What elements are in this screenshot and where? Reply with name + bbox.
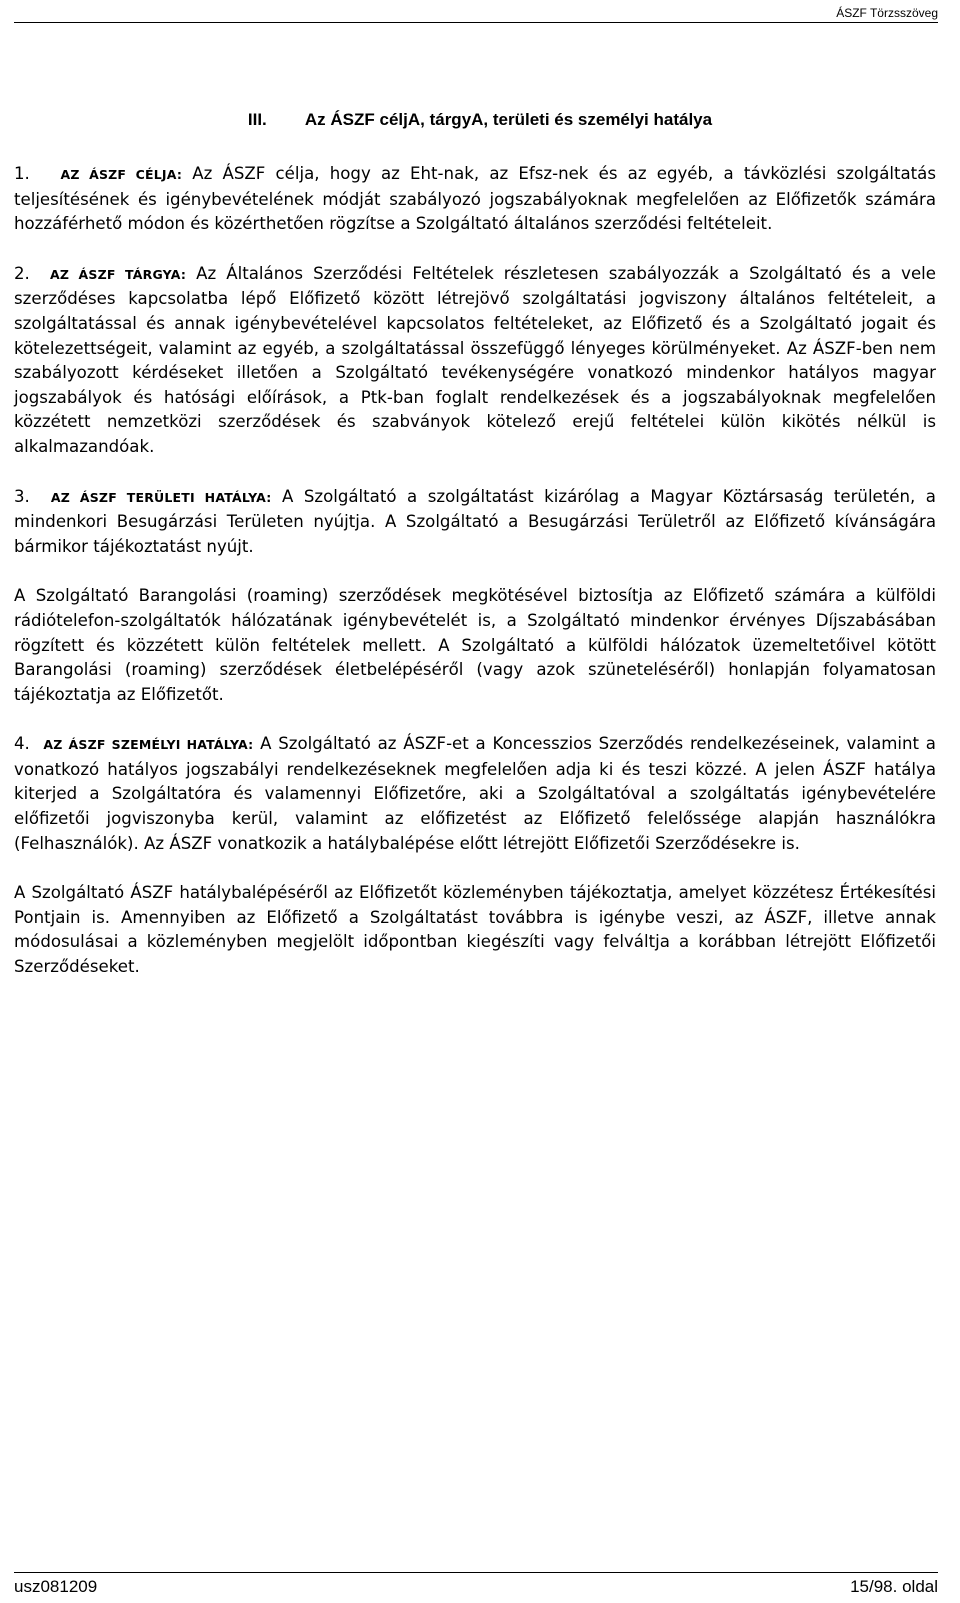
paragraph-1 xyxy=(14,162,936,237)
paragraph-4 xyxy=(14,732,936,856)
header-text: ÁSZF Törzsszöveg xyxy=(836,6,938,20)
paragraph-2 xyxy=(14,262,936,460)
paragraph-number: 3. xyxy=(14,486,30,506)
section-title-text: Az ÁSZF céljA, tárgyA, területi és személyi hatálya xyxy=(304,110,713,129)
paragraph-number: 4. xyxy=(14,734,30,754)
paragraph-3 xyxy=(14,485,936,560)
page-footer xyxy=(14,1572,938,1597)
paragraph-number: 2. xyxy=(14,263,30,283)
paragraph-text: A Szolgáltató ÁSZF hatálybalépéséről az Előfizetőt közleményben tájékoztatja, amelyet közzétesz Értékesítési Pontjain is. Amennyiben az Előfizető a Szolgáltatást továbbra is igénybe veszi, az ÁSZF, illetve annak módosulásai a közleményben megjelölt időpontban kiegészíti vagy felváltja a korábban létrejött Előfizetői Szerződéseket. xyxy=(14,883,936,977)
section-title-number: III. xyxy=(247,110,267,129)
paragraph-text: Az ÁSZF célja, hogy az Eht-nak, az Efsz-nek és az egyéb, a távközlési szolgáltatás teljesítésének és igénybevételének módját szabályozó jogszabályoknak megfelelően az Előfizetők számára hozzáférhető módon és közérthetően rögzítse a Szolgáltató általános szerződési feltételeit. xyxy=(14,164,936,234)
paragraph-label: AZ ÁSZF TERÜLETI HATÁLYA: xyxy=(50,489,272,505)
section-title xyxy=(0,110,960,130)
paragraph-label: AZ ÁSZF SZEMÉLYI HATÁLYA: xyxy=(43,737,254,753)
paragraph-text: A Szolgáltató Barangolási (roaming) szerződések megkötésével biztosítja az Előfizető számára a külföldi rádiótelefon-szolgáltatók hálózatának igénybevételét is, a Szolgáltató mindenkor érvényes Díjszabásában rögzített és közzétett külön feltételek mellett. A Szolgáltató a külföldi hálózatok üzemeltetőivel kötött Barangolási (roaming) szerződések életbelépéséről (vagy azok szüneteléséről) honlapján folyamatosan tájékoztatja az Előfizetőt. xyxy=(14,586,936,704)
paragraph-label: AZ ÁSZF CÉLJA: xyxy=(60,167,183,182)
page-number: 15/98. oldal xyxy=(850,1577,938,1596)
paragraph-roaming xyxy=(14,584,936,707)
paragraph-effective xyxy=(14,881,936,979)
document-body xyxy=(14,162,936,1005)
paragraph-text: A Szolgáltató a szolgáltatást kizárólag a Magyar Köztársaság területén, a mindenkori Besugárzási Területen nyújtja. A Szolgáltató a Besugárzási Területről az Előfizető kívánságára bármikor tájékoztatást nyújt. xyxy=(14,486,936,556)
paragraph-number: 1. xyxy=(14,164,30,183)
paragraph-text: Az Általános Szerződési Feltételek részletesen szabályozzák a Szolgáltató és a vele szerződéses kapcsolatba lépő Előfizető között létrejövő szolgáltatási jogviszony általános feltételeit, a szolgáltatással és annak igénybevételével kapcsolatos feltételeket, az Előfizető és a Szolgáltató jogait és kötelezettségeit, valamint az egyéb, a szolgáltatással összefüggő lényeges körülményeket. Az ÁSZF-ben nem szabályozott kérdéseket illetően a Szolgáltató tevékenységére vonatkozó mindenkor hatályos magyar jogszabályok és hatósági előírások, a Ptk-ban foglalt rendelkezések és a jogszabályoknak megfelelően közzétett nemzetközi szerződések és szabványok kötelező erejű feltételei külön kikötés nélkül is alkalmazandóak. xyxy=(14,263,936,456)
paragraph-text: A Szolgáltató az ÁSZF-et a Koncesszios Szerződés rendelkezéseinek, valamint a vonatkozó hatályos jogszabályi rendelkezéseknek megfelelően adja ki és teszi közzé. A jelen ÁSZF hatálya kiterjed a Szolgáltatóra és valamennyi Előfizetőre, aki a Szolgáltatóval a szolgáltatás igénybevételére előfizetői jogviszonyba kerül, valamint az előfizetést az Előfizető felelőssége alapján használókra (Felhasználók). Az ÁSZF vonatkozik a hatálybalépése előtt létrejött Előfizetői Szerződésekre is. xyxy=(14,734,936,853)
page-header xyxy=(14,6,938,23)
paragraph-label: AZ ÁSZF TÁRGYA: xyxy=(50,266,187,282)
document-id: usz081209 xyxy=(14,1577,98,1596)
